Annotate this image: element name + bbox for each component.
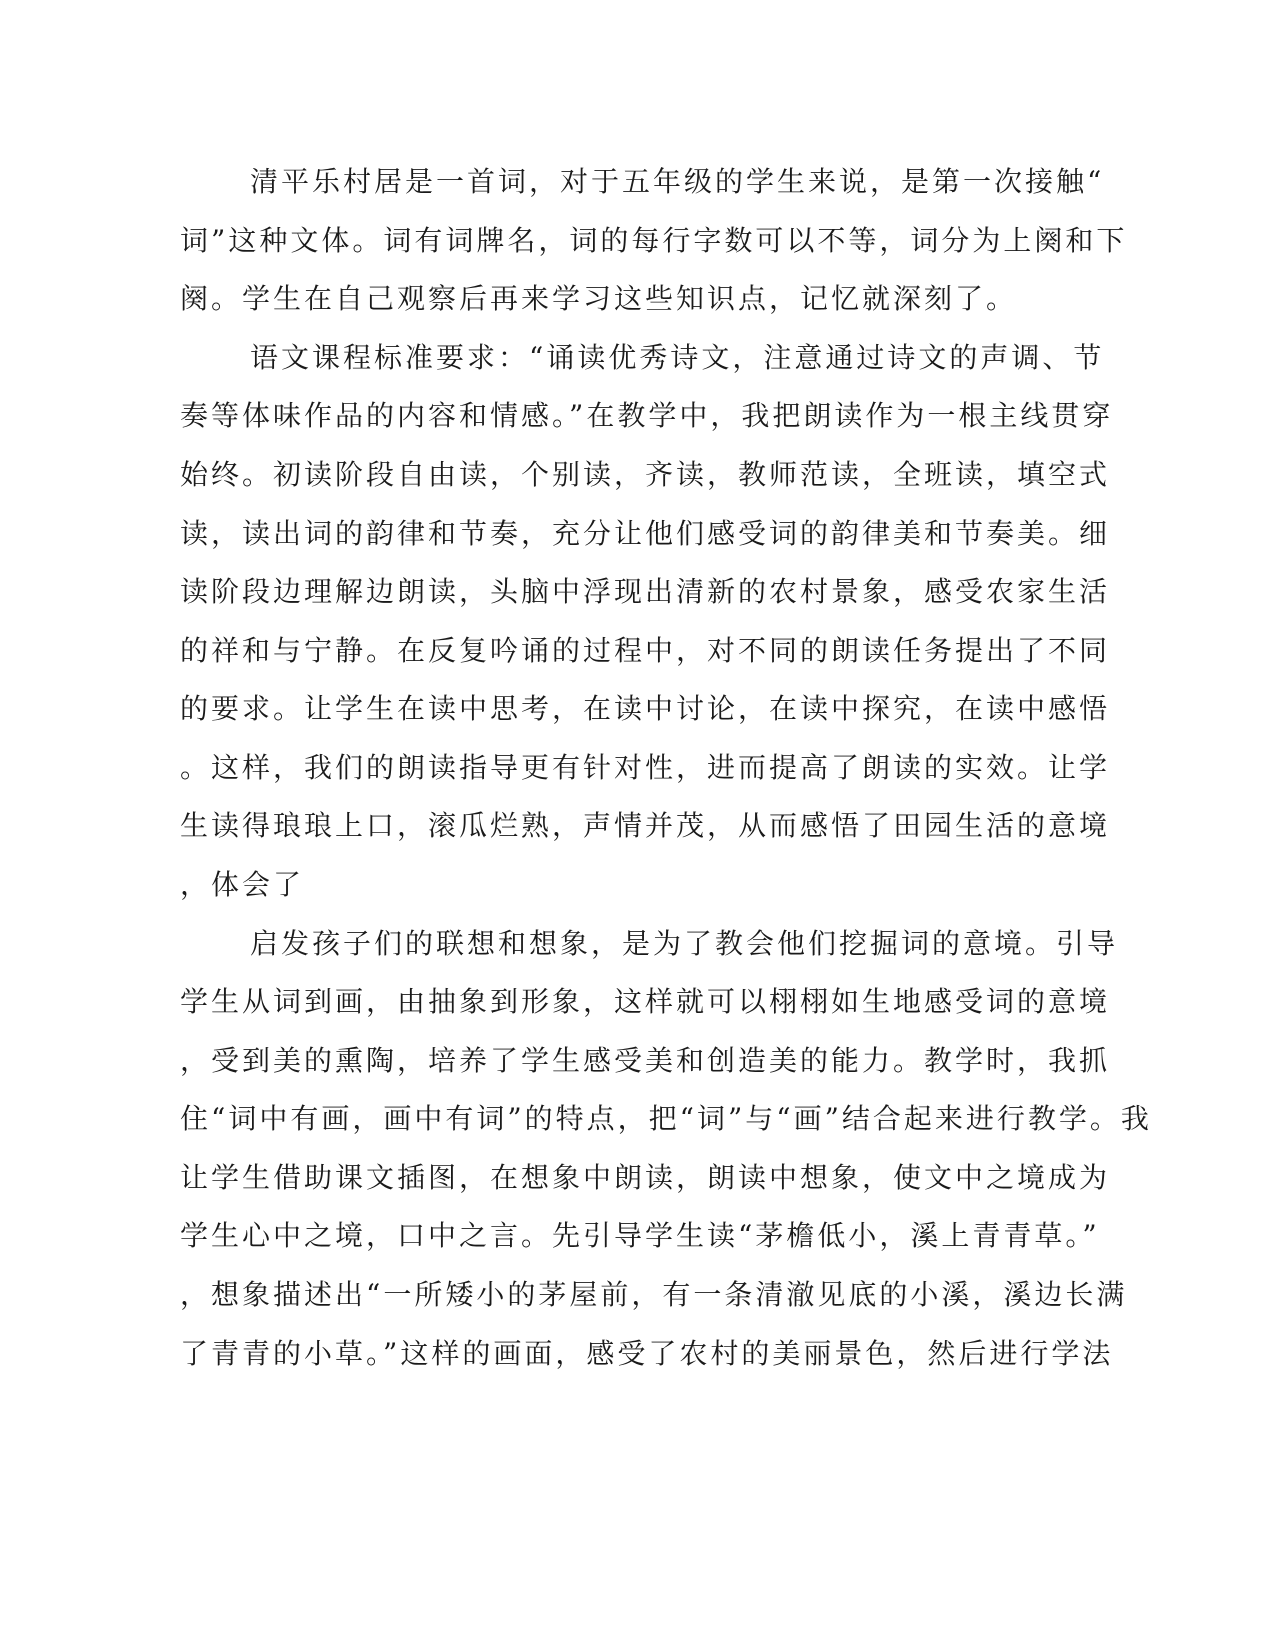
text-line: 生读得琅琅上口，滚瓜烂熟，声情并茂，从而感悟了田园生活的意境 <box>180 809 1111 842</box>
text-line: ，受到美的熏陶，培养了学生感受美和创造美的能力。教学时，我抓 <box>180 1044 1111 1077</box>
text-line: ，体会了 <box>180 868 305 901</box>
text-line: 的祥和与宁静。在反复吟诵的过程中，对不同的朗读任务提出了不同 <box>180 634 1111 667</box>
text-line: 语文课程标准要求：“诵读优秀诗文，注意通过诗文的声调、节 <box>250 341 1105 374</box>
text-line: 。这样，我们的朗读指导更有针对性，进而提高了朗读的实效。让学 <box>180 751 1111 784</box>
text-line: 词”这种文体。词有词牌名，词的每行字数可以不等，词分为上阕和下 <box>180 224 1128 257</box>
text-line: 学生心中之境，口中之言。先引导学生读“茅檐低小，溪上青青草。” <box>180 1219 1100 1252</box>
text-line: 清平乐村居是一首词，对于五年级的学生来说，是第一次接触“ <box>250 165 1105 198</box>
text-line: 奏等体味作品的内容和情感。”在教学中，我把朗读作为一根主线贯穿 <box>180 399 1114 432</box>
text-line: 读，读出词的韵律和节奏，充分让他们感受词的韵律美和节奏美。细 <box>180 517 1111 550</box>
text-line: ，想象描述出“一所矮小的茅屋前，有一条清澈见底的小溪，溪边长满 <box>180 1278 1128 1311</box>
text-line: 学生从词到画，由抽象到形象，这样就可以栩栩如生地感受词的意境 <box>180 985 1111 1018</box>
text-line: 的要求。让学生在读中思考，在读中讨论，在读中探究，在读中感悟 <box>180 692 1111 725</box>
text-line: 始终。初读阶段自由读，个别读，齐读，教师范读，全班读，填空式 <box>180 458 1111 491</box>
text-line: 启发孩子们的联想和想象，是为了教会他们挖掘词的意境。引导 <box>250 927 1119 960</box>
text-line: 读阶段边理解边朗读，头脑中浮现出清新的农村景象，感受农家生活 <box>180 575 1111 608</box>
text-line: 住“词中有画，画中有词”的特点，把“词”与“画”结合起来进行教学。我 <box>180 1102 1152 1135</box>
text-line: 阕。学生在自己观察后再来学习这些知识点，记忆就深刻了。 <box>180 282 1018 315</box>
text-line: 让学生借助课文插图，在想象中朗读，朗读中想象，使文中之境成为 <box>180 1161 1111 1194</box>
text-line: 了青青的小草。”这样的画面，感受了农村的美丽景色，然后进行学法 <box>180 1337 1114 1370</box>
